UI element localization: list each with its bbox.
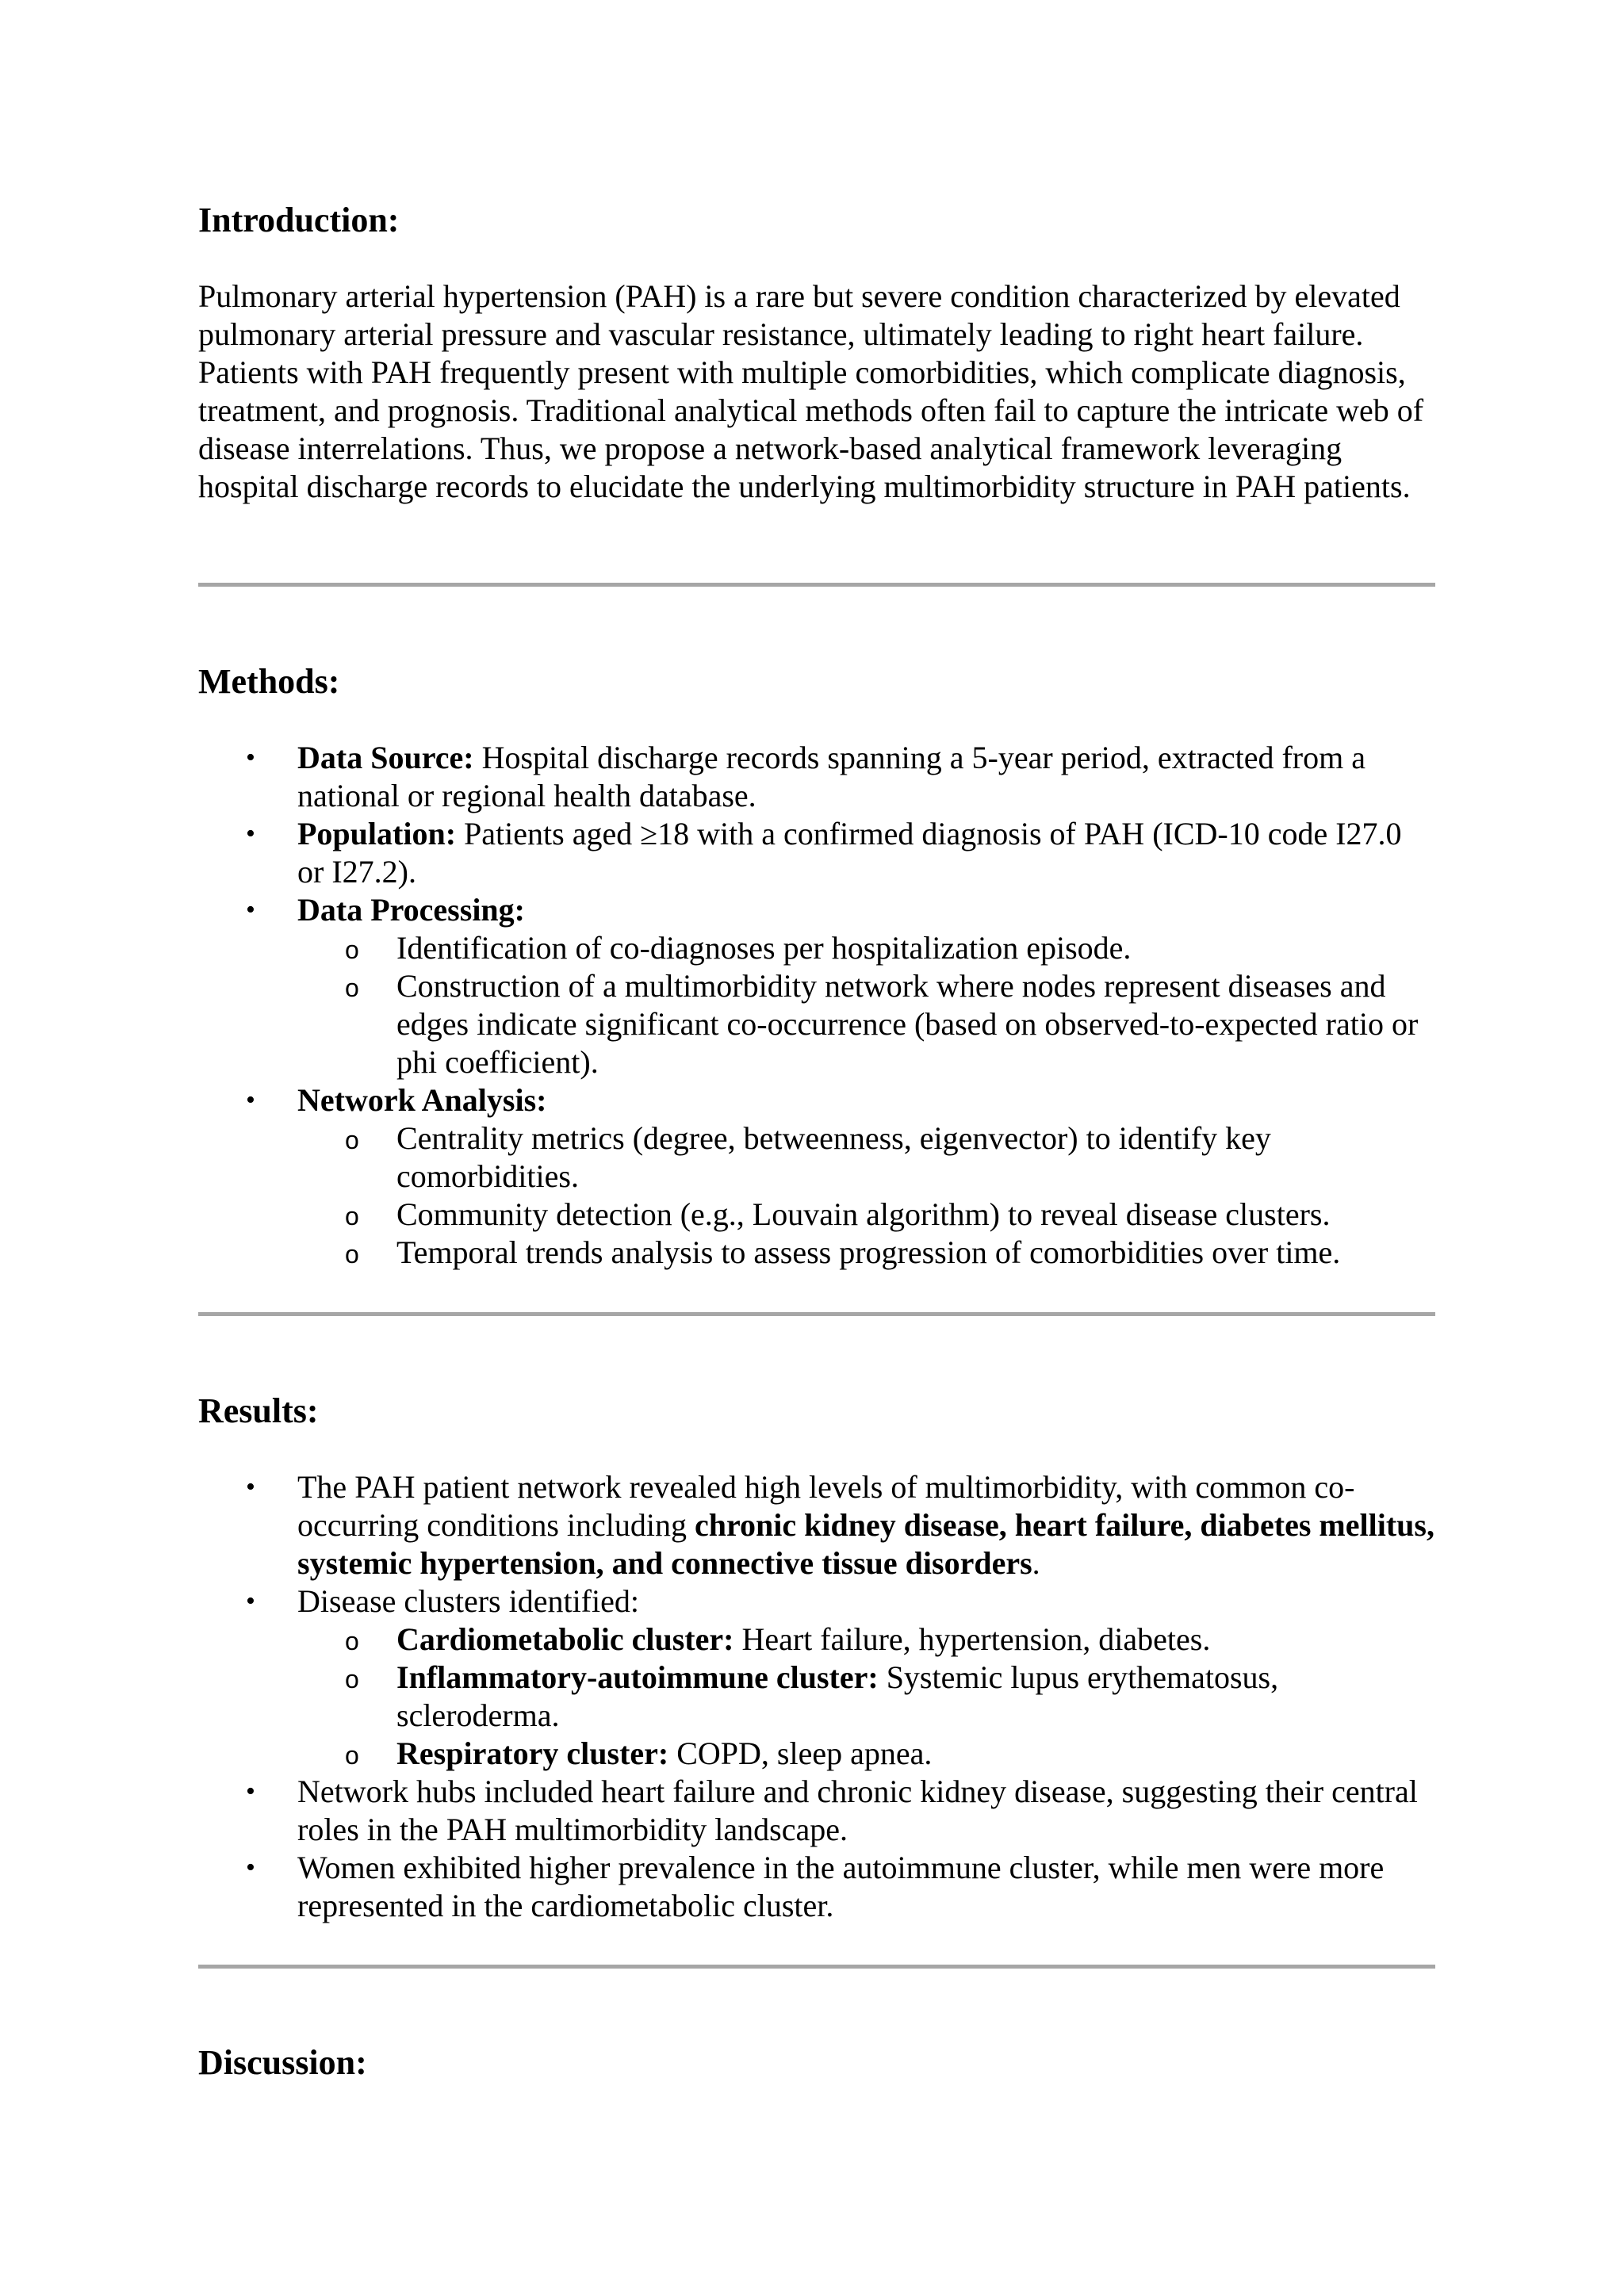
sub-list-item [297,1659,1435,1735]
results-list [198,1468,1435,1925]
item-label: Data Source: [297,740,474,775]
list-item [198,1773,1435,1849]
bullet-icon: • [246,1853,255,1882]
item-text: The PAH patient network revealed high levels of multimorbidity, with common co-occurring conditions including [297,1469,1355,1543]
sub-bullet-icon: o [345,936,359,964]
list-item [198,891,1435,1081]
bullet-icon: • [246,743,255,772]
item-text: Women exhibited higher prevalence in the autoimmune cluster, while men were more represented in the cardiometabolic cluster. [297,1850,1385,1923]
sub-item-text: Construction of a multimorbidity network where nodes represent diseases and edges indicate significant co-occurrence (based on observed-to-expected ratio or phi coefficient). [396,968,1419,1080]
sub-bullet-icon: o [345,1240,359,1269]
sub-list-item [297,929,1435,967]
item-text: Disease clusters identified: [297,1583,639,1619]
sub-bullet-icon: o [345,1665,359,1693]
introduction-section [198,198,1435,506]
list-item [198,1849,1435,1925]
sub-list [297,1621,1435,1773]
cluster-label: Respiratory cluster: [396,1735,669,1771]
bullet-icon: • [246,895,255,924]
list-item [198,1582,1435,1773]
cluster-text: Systemic lupus erythematosus, scleroderma. [396,1659,1279,1733]
bullet-icon: • [246,1777,255,1806]
section-divider [198,1312,1435,1316]
cluster-label: Cardiometabolic cluster: [396,1621,734,1657]
sub-list-item [297,967,1435,1081]
list-item [198,1468,1435,1582]
sub-list-item [297,1196,1435,1234]
introduction-heading: Introduction: [198,201,400,239]
list-item [198,1081,1435,1272]
bullet-icon: • [246,1586,255,1616]
item-text: Patients aged ≥18 with a confirmed diagnosis of PAH (ICD-10 code I27.0 or I27.2). [297,816,1402,890]
item-text: . [1032,1545,1040,1581]
item-label: Data Processing: [297,892,525,928]
section-divider [198,583,1435,587]
introduction-body: Pulmonary arterial hypertension (PAH) is a rare but severe condition characterized by elevated pulmonary arterial pressure and vascular resistance, ultimately leading to right heart failure. Patients with PAH frequently present with multiple comorbidities, which complicate diagnosis, treatment, and prognosis. Traditional analytical methods often fail to capture the intricate web of disease interrelations. Thus, we propose a network-based analytical framework leveraging hospital discharge records to elucidate the underlying multimorbidity structure in PAH patients. [198,278,1424,504]
sub-list [297,1119,1435,1272]
methods-list [198,739,1435,1272]
sub-item-text: Community detection (e.g., Louvain algorithm) to reveal disease clusters. [396,1196,1331,1232]
cluster-text: COPD, sleep apnea. [668,1735,933,1771]
cluster-label: Inflammatory-autoimmune cluster: [396,1659,879,1695]
methods-section [198,660,1435,1272]
sub-list-item [297,1735,1435,1773]
discussion-section [198,2041,1435,2085]
section-divider [198,1965,1435,1969]
sub-item-text: Identification of co-diagnoses per hospitalization episode. [396,930,1132,966]
sub-list-item [297,1234,1435,1272]
sub-list [297,929,1435,1081]
item-text: Network hubs included heart failure and chronic kidney disease, suggesting their central roles in the PAH multimorbidity landscape. [297,1774,1418,1847]
item-text: Hospital discharge records spanning a 5-year period, extracted from a national or regional health database. [297,740,1365,813]
bullet-icon: • [246,1472,255,1502]
sub-item-text: Centrality metrics (degree, betweenness, eigenvector) to identify key comorbidities. [396,1120,1271,1194]
bullet-icon: • [246,1085,255,1115]
sub-list-item [297,1119,1435,1196]
results-section [198,1389,1435,1925]
results-heading: Results: [198,1391,319,1430]
item-label: Population: [297,816,457,851]
sub-list-item [297,1621,1435,1659]
item-bold-text: chronic kidney disease, heart failure, diabetes mellitus, systemic hypertension, and connective tissue disorders [297,1507,1434,1581]
list-item [198,815,1435,891]
sub-bullet-icon: o [345,974,359,1002]
sub-bullet-icon: o [345,1202,359,1230]
bullet-icon: • [246,819,255,848]
cluster-text: Heart failure, hypertension, diabetes. [733,1621,1211,1657]
sub-bullet-icon: o [345,1741,359,1770]
methods-heading: Methods: [198,662,340,701]
sub-bullet-icon: o [345,1627,359,1655]
sub-item-text: Temporal trends analysis to assess progression of comorbidities over time. [396,1234,1341,1270]
sub-bullet-icon: o [345,1126,359,1154]
list-item [198,739,1435,815]
discussion-heading: Discussion: [198,2043,367,2082]
item-label: Network Analysis: [297,1082,547,1118]
